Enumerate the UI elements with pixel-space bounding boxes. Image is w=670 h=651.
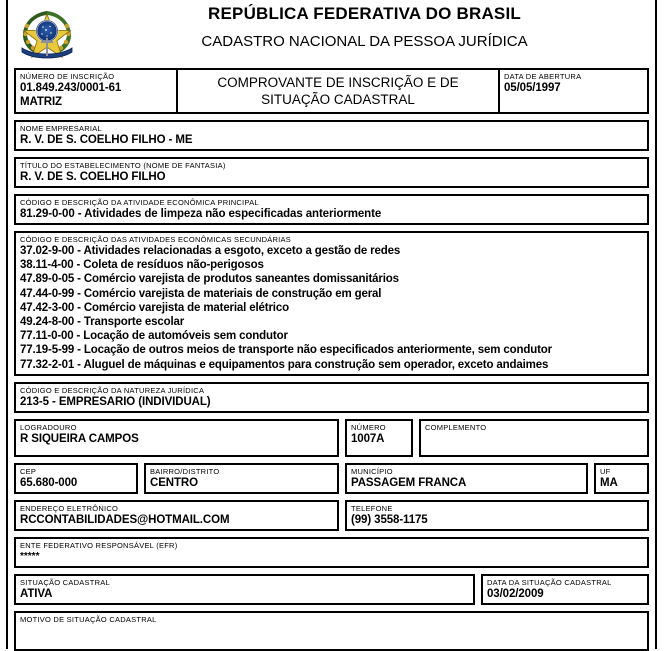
- field-label: DATA DA SITUAÇÃO CADASTRAL: [487, 578, 612, 587]
- field-titulo-estabelecimento: [14, 157, 649, 188]
- field-label: BAIRRO/DISTRITO: [150, 467, 220, 476]
- page-border-right: [655, 0, 657, 649]
- list-item: 77.32-2-01 - Aluguel de máquinas e equipamentos para construção sem operador, exceto andaimes: [20, 358, 549, 371]
- field-label: LOGRADOURO: [20, 423, 77, 432]
- page-subtitle: CADASTRO NACIONAL DA PESSOA JURÍDICA: [201, 33, 528, 50]
- field-ente-federativo-responsavel: [14, 537, 649, 568]
- field-bairro-distrito: [144, 463, 339, 494]
- field-value: 1007A: [351, 433, 385, 445]
- page-content: [8, 0, 655, 649]
- field-label: UF: [600, 467, 611, 476]
- field-value: PASSAGEM FRANCA: [351, 477, 467, 489]
- field-logradouro: [14, 419, 339, 457]
- field-atividades-secundarias: [14, 231, 649, 376]
- field-label: CÓDIGO E DESCRIÇÃO DAS ATIVIDADES ECONÔMICAS SECUNDÁRIAS: [20, 235, 291, 244]
- list-item: 47.44-0-99 - Comércio varejista de materiais de construção em geral: [20, 287, 382, 300]
- list-item: 77.19-5-99 - Locação de outros meios de transporte não especificados anteriormente, sem condutor: [20, 344, 553, 357]
- field-value: 03/02/2009: [487, 588, 544, 600]
- field-cep: [14, 463, 138, 494]
- field-uf: [594, 463, 649, 494]
- field-value: CENTRO: [150, 477, 198, 489]
- field-value: RCCONTABILIDADES@HOTMAIL.COM: [20, 514, 230, 526]
- field-value: R SIQUEIRA CAMPOS: [20, 433, 139, 445]
- list-item: 37.02-9-00 - Atividades relacionadas a esgoto, exceto a gestão de redes: [20, 245, 401, 257]
- field-label: COMPLEMENTO: [425, 423, 487, 432]
- field-atividade-principal: [14, 194, 649, 225]
- field-data-abertura: [499, 68, 649, 114]
- comprovante-title: COMPROVANTE DE INSCRIÇÃO E DE SITUAÇÃO CADASTRAL: [217, 75, 459, 107]
- field-endereco-eletronico: [14, 500, 339, 531]
- field-telefone: [345, 500, 649, 531]
- field-label: SITUAÇÃO CADASTRAL: [20, 578, 110, 587]
- field-label: TÍTULO DO ESTABELECIMENTO (NOME DE FANTASIA): [20, 161, 226, 170]
- field-value: R. V. DE S. COELHO FILHO: [20, 171, 166, 183]
- list-item: 47.89-0-05 - Comércio varejista de produtos saneantes domissanitários: [20, 273, 399, 286]
- field-value: 01.849.243/0001-61: [20, 82, 122, 94]
- field-value: 65.680-000: [20, 477, 78, 489]
- field-label: MOTIVO DE SITUAÇÃO CADASTRAL: [20, 615, 157, 624]
- document-titles: [80, 2, 649, 54]
- list-item: 77.11-0-00 - Locação de automóveis sem condutor: [20, 330, 288, 343]
- brazil-coat-of-arms-icon: [16, 4, 78, 62]
- field-value: MA: [600, 477, 618, 489]
- field-value: *****: [20, 551, 40, 562]
- field-value: 213-5 - EMPRESARIO (INDIVIDUAL): [20, 396, 211, 408]
- list-item: 38.11-4-00 - Coleta de resíduos não-perigosos: [20, 259, 264, 272]
- field-value: (99) 3558-1175: [351, 514, 428, 526]
- atividades-secundarias-list: [20, 244, 643, 372]
- page-title: REPÚBLICA FEDERATIVA DO BRASIL: [208, 4, 521, 23]
- header-field-row: [14, 68, 649, 114]
- field-label: NÚMERO DE INSCRIÇÃO: [20, 72, 115, 81]
- field-value-matriz: MATRIZ: [20, 96, 62, 108]
- field-motivo-situacao-cadastral: [14, 611, 649, 651]
- field-label: ENDEREÇO ELETRÔNICO: [20, 504, 119, 513]
- field-label: MUNICÍPIO: [351, 467, 393, 476]
- field-label: NÚMERO: [351, 423, 386, 432]
- field-label: NOME EMPRESARIAL: [20, 124, 102, 133]
- field-nome-empresarial: [14, 120, 649, 151]
- field-value: 05/05/1997: [504, 82, 561, 94]
- field-label: TELEFONE: [351, 504, 393, 513]
- field-value: 81.29-0-00 - Atividades de limpeza não especificadas anteriormente: [20, 208, 382, 220]
- status-badge: ATIVA: [20, 588, 53, 600]
- field-natureza-juridica: [14, 382, 649, 413]
- field-numero: [345, 419, 413, 457]
- field-comprovante-title: [177, 68, 499, 114]
- field-numero-inscricao: [14, 68, 177, 114]
- field-label: ENTE FEDERATIVO RESPONSÁVEL (EFR): [20, 541, 178, 550]
- field-label: CÓDIGO E DESCRIÇÃO DA ATIVIDADE ECONÔMICA PRINCIPAL: [20, 198, 259, 207]
- field-label: DATA DE ABERTURA: [504, 72, 582, 81]
- document-header: [8, 0, 655, 64]
- list-item: 49.24-8-00 - Transporte escolar: [20, 316, 185, 329]
- field-situacao-cadastral: [14, 574, 475, 605]
- list-item: 47.42-3-00 - Comércio varejista de material elétrico: [20, 301, 289, 314]
- field-label: CEP: [20, 467, 37, 476]
- field-label: CÓDIGO E DESCRIÇÃO DA NATUREZA JURÍDICA: [20, 386, 205, 395]
- field-value: R. V. DE S. COELHO FILHO - ME: [20, 134, 193, 146]
- field-data-situacao-cadastral: [481, 574, 649, 605]
- field-complemento: [419, 419, 649, 457]
- field-municipio: [345, 463, 588, 494]
